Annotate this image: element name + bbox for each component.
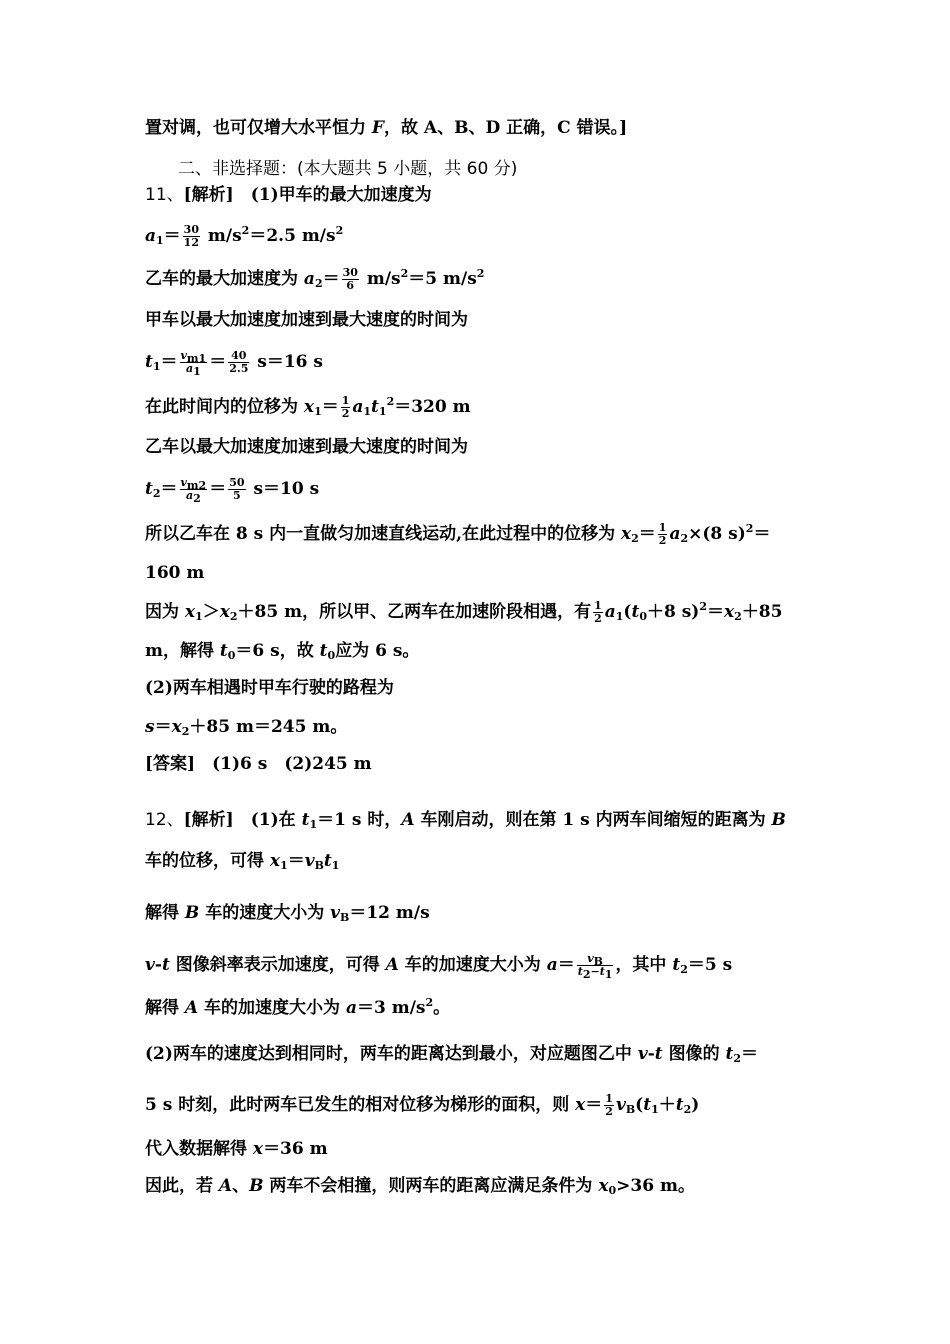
num: 30 <box>183 223 199 236</box>
q12-heading <box>145 809 786 831</box>
var: x <box>621 524 632 544</box>
text: 置对调，也可仅增大水平恒力 <box>145 118 372 138</box>
den: 2 <box>341 407 350 420</box>
eq: ＝ <box>160 479 178 499</box>
text: 车的位移，可得 <box>145 851 270 871</box>
unit: m/s <box>201 226 242 246</box>
unit: m/s <box>360 269 401 289</box>
sub: B <box>625 1103 636 1116</box>
eq: ＝ <box>209 479 227 499</box>
formula-x2 <box>145 522 770 547</box>
var: v <box>180 476 187 489</box>
fraction <box>577 952 614 981</box>
var: v <box>304 851 315 871</box>
var: t <box>301 810 310 830</box>
num <box>180 350 208 363</box>
sub: 1 <box>193 365 201 378</box>
num: 40 <box>228 350 249 363</box>
var: v <box>180 349 187 362</box>
text: ( <box>635 1095 644 1115</box>
num: 1 <box>658 521 667 534</box>
var: t <box>323 851 332 871</box>
sub: m2 <box>186 479 207 492</box>
sub: 1 <box>156 234 164 247</box>
sub: 1 <box>363 405 372 418</box>
num: 50 <box>229 476 245 489</box>
text-line <box>145 952 733 981</box>
sub: m1 <box>186 352 207 365</box>
result: ＝320 m <box>394 397 471 417</box>
sup: 2 <box>745 522 754 535</box>
var: t <box>599 965 605 978</box>
var: a <box>303 269 315 289</box>
formula-solve <box>145 640 419 662</box>
sub: 1 <box>331 859 340 872</box>
text-line <box>145 1043 758 1065</box>
text: m，解得 <box>145 641 220 661</box>
sub: 0 <box>608 1184 617 1197</box>
text: 车的加速度大小为 <box>398 955 547 975</box>
text: − <box>590 965 600 978</box>
text: - <box>154 955 162 975</box>
text: 图像斜率表示加速度，可得 <box>169 955 386 975</box>
var: A <box>401 810 415 830</box>
eq: ＝ <box>322 269 340 289</box>
text: 在此时间内的位移为 <box>145 397 304 417</box>
eq: ＝ <box>287 851 305 871</box>
section-heading: 二、非选择题：(本大题共 5 小题，共 60 分) <box>178 159 518 179</box>
analysis-tag: [解析] <box>183 185 234 205</box>
sub: 2 <box>631 532 639 545</box>
var: x <box>724 602 735 622</box>
result: s＝10 s <box>247 479 320 499</box>
text: 因此，若 <box>145 1176 219 1196</box>
sup: 2 <box>335 224 344 237</box>
text: 解得 <box>145 998 185 1018</box>
var: a <box>185 489 194 502</box>
var: x <box>184 602 196 622</box>
sub: 1 <box>280 859 288 872</box>
sub: 2 <box>193 492 201 505</box>
den <box>180 362 208 378</box>
eq: ＝ <box>154 717 172 737</box>
var: t <box>145 479 153 499</box>
var: v <box>330 903 341 923</box>
num: 1 <box>605 1092 613 1105</box>
text: 解得 <box>145 903 185 923</box>
text: ＞ <box>202 602 220 622</box>
text: - <box>647 1044 655 1064</box>
sub: 1 <box>615 610 624 623</box>
text: 车的加速度大小为 <box>198 998 346 1018</box>
sup: 2 <box>699 600 708 613</box>
formula-a1 <box>145 224 343 249</box>
den <box>577 965 614 981</box>
text-line: (2)两车相遇时甲车行驶的路程为 <box>145 678 394 698</box>
sub: 1 <box>604 968 613 981</box>
num: 1 <box>341 394 350 407</box>
text-line <box>145 1093 699 1118</box>
sub: 2 <box>314 277 323 290</box>
den: 5 <box>233 489 241 502</box>
text-line: 160 m <box>145 563 205 583</box>
text: 因为 <box>145 602 185 622</box>
var: A <box>385 955 399 975</box>
fraction <box>342 267 359 292</box>
var: s <box>145 717 155 737</box>
var: a <box>669 524 681 544</box>
eq: ＝ <box>585 1095 603 1115</box>
eq: ＝ <box>707 602 725 622</box>
text: ＝12 m/s <box>349 903 430 923</box>
fraction <box>180 349 208 378</box>
text-line <box>145 902 430 924</box>
text: (2)两车的速度达到相同时，两车的距离达到最小，对应题图乙中 <box>145 1044 638 1064</box>
text: ＝ <box>741 1044 759 1064</box>
var: x <box>219 602 230 622</box>
eq: ＝ <box>321 397 339 417</box>
den: 2 <box>605 1105 613 1118</box>
eq: ＝ <box>638 524 656 544</box>
sub: 2 <box>229 610 238 623</box>
sub: B <box>593 955 603 968</box>
result: ＝2.5 m/s <box>249 226 336 246</box>
num <box>180 477 208 490</box>
var: v <box>145 955 155 975</box>
var: t <box>319 641 328 661</box>
var: a <box>185 362 194 375</box>
text: (1)在 <box>233 810 302 830</box>
sub: 0 <box>639 610 647 623</box>
eq: ＝ <box>209 352 227 372</box>
text: ) <box>691 1095 700 1115</box>
text: 两车不会相撞，则两车的距离应满足条件为 <box>263 1176 599 1196</box>
text: 所以乙车在 8 s 内一直做匀加速直线运动,在此过程中的位移为 <box>145 524 621 544</box>
answer-text: (1)6 s (2)245 m <box>195 754 372 774</box>
text: ( <box>623 602 632 622</box>
text: ＝5 s <box>687 955 733 975</box>
eq: ＝ <box>557 955 575 975</box>
sub: 1 <box>152 360 161 373</box>
var: B <box>184 903 200 923</box>
var: F <box>371 118 384 138</box>
sub: 1 <box>651 1103 659 1116</box>
var: x <box>575 1095 586 1115</box>
question-number: 12、 <box>145 810 184 830</box>
answer-tag: [答案] <box>145 754 196 774</box>
sub: 1 <box>195 610 203 623</box>
sub: 2 <box>733 1052 742 1065</box>
var: a <box>345 998 357 1018</box>
text: 车刚启动，则在第 1 s 内两车间缩短的距离为 <box>414 810 772 830</box>
den: 2 <box>594 612 602 625</box>
var: x <box>269 851 281 871</box>
var: A <box>218 1176 233 1196</box>
den: 6 <box>346 279 355 292</box>
answer-line <box>145 753 372 775</box>
num: 1 <box>594 599 602 612</box>
var: t <box>371 397 379 417</box>
var: t <box>672 955 681 975</box>
fraction <box>183 224 200 249</box>
text-line <box>145 850 339 872</box>
text-line <box>145 117 627 139</box>
text: ＝3 m/s <box>356 998 426 1018</box>
fraction <box>228 477 245 502</box>
var: t <box>643 1095 652 1115</box>
fraction <box>604 1093 614 1118</box>
var: a <box>352 397 364 417</box>
sub: 2 <box>734 610 742 623</box>
sub: 0 <box>227 649 236 662</box>
text: 代入数据解得 <box>145 1139 253 1159</box>
sub: 0 <box>327 649 336 662</box>
text: ，其中 <box>615 955 673 975</box>
var: v <box>587 952 594 965</box>
text: 5 s 时刻，此时两车已发生的相对位移为梯形的面积，则 <box>145 1095 576 1115</box>
fraction <box>341 395 351 420</box>
text: 、 <box>232 1176 250 1196</box>
var: v <box>615 1095 626 1115</box>
formula-a2 <box>145 267 484 292</box>
var: x <box>171 717 182 737</box>
text: >36 m。 <box>616 1176 695 1196</box>
sub: 1 <box>378 405 387 418</box>
analysis-tag: [解析] <box>183 810 234 830</box>
sub: 1 <box>309 818 318 831</box>
text: (1)甲车的最大加速度为 <box>233 185 432 205</box>
var: t <box>577 965 583 978</box>
var: t <box>654 1044 663 1064</box>
sup: 2 <box>400 267 409 280</box>
var: a <box>145 226 157 246</box>
text-line <box>145 1175 695 1197</box>
text-line <box>145 1138 328 1160</box>
var: t <box>631 602 640 622</box>
sub: 2 <box>181 725 190 738</box>
sub: 2 <box>582 968 591 981</box>
formula-t1 <box>145 349 323 378</box>
var: x <box>252 1139 264 1159</box>
question-number: 11、 <box>145 185 184 205</box>
text: 图像的 <box>662 1044 726 1064</box>
text: ＝1 s 时， <box>317 810 402 830</box>
formula-s <box>145 716 347 738</box>
formula-x1 <box>145 395 471 420</box>
sup: 2 <box>386 395 395 408</box>
q11-heading <box>145 184 432 206</box>
text: 应为 6 s。 <box>335 641 420 661</box>
text: ＝6 s，故 <box>235 641 320 661</box>
den: 12 <box>183 236 199 249</box>
sub: B <box>340 911 350 924</box>
formula-meet <box>145 600 782 625</box>
text: ＋85 m，所以甲、乙两车在加速阶段相遇，有 <box>237 602 592 622</box>
var: t <box>161 955 170 975</box>
text: 车的速度大小为 <box>199 903 331 923</box>
text: ＋ <box>658 1095 676 1115</box>
var: B <box>771 810 786 830</box>
result: s＝16 s <box>251 352 323 372</box>
fraction <box>593 600 603 625</box>
var: B <box>249 1176 264 1196</box>
sub: 2 <box>683 1103 692 1116</box>
var: x <box>598 1176 609 1196</box>
result: ＝5 m/s <box>408 269 477 289</box>
text-line: 甲车以最大加速度加速到最大速度的时间为 <box>145 310 468 330</box>
var: t <box>675 1095 684 1115</box>
eq: ＝ <box>753 524 771 544</box>
var: t <box>219 641 228 661</box>
text: 乙车的最大加速度为 <box>145 269 304 289</box>
eq: ＝ <box>160 352 178 372</box>
text: ＝36 m <box>263 1139 328 1159</box>
var: a <box>546 955 558 975</box>
sub: 2 <box>680 532 689 545</box>
text: ×(8 s) <box>688 524 746 544</box>
text: ＋85 <box>741 602 783 622</box>
sub: 2 <box>152 487 161 500</box>
text: 。 <box>433 998 451 1018</box>
sub: B <box>314 859 324 872</box>
text: ，故 A、B、D 正确，C 错误。] <box>384 118 628 138</box>
var: A <box>184 998 199 1018</box>
text-line: 乙车以最大加速度加速到最大速度的时间为 <box>145 437 468 457</box>
sub: 2 <box>680 963 688 976</box>
fraction <box>228 350 249 375</box>
text: ＋85 m＝245 m。 <box>189 717 348 737</box>
text: ＋8 s) <box>646 602 700 622</box>
text-line <box>145 997 450 1019</box>
eq: ＝ <box>163 226 181 246</box>
var: v <box>637 1044 648 1064</box>
den <box>180 489 208 505</box>
sup: 2 <box>241 224 250 237</box>
var: t <box>145 352 153 372</box>
var: x <box>303 397 315 417</box>
fraction <box>180 476 208 505</box>
fraction <box>658 522 668 547</box>
den: 2.5 <box>229 362 249 375</box>
num: 30 <box>342 266 358 279</box>
var: a <box>604 602 616 622</box>
formula-t2 <box>145 476 320 505</box>
sub: 1 <box>314 405 322 418</box>
sup: 2 <box>425 996 434 1009</box>
sup: 2 <box>476 267 485 280</box>
den: 2 <box>658 534 667 547</box>
var: t <box>725 1044 734 1064</box>
